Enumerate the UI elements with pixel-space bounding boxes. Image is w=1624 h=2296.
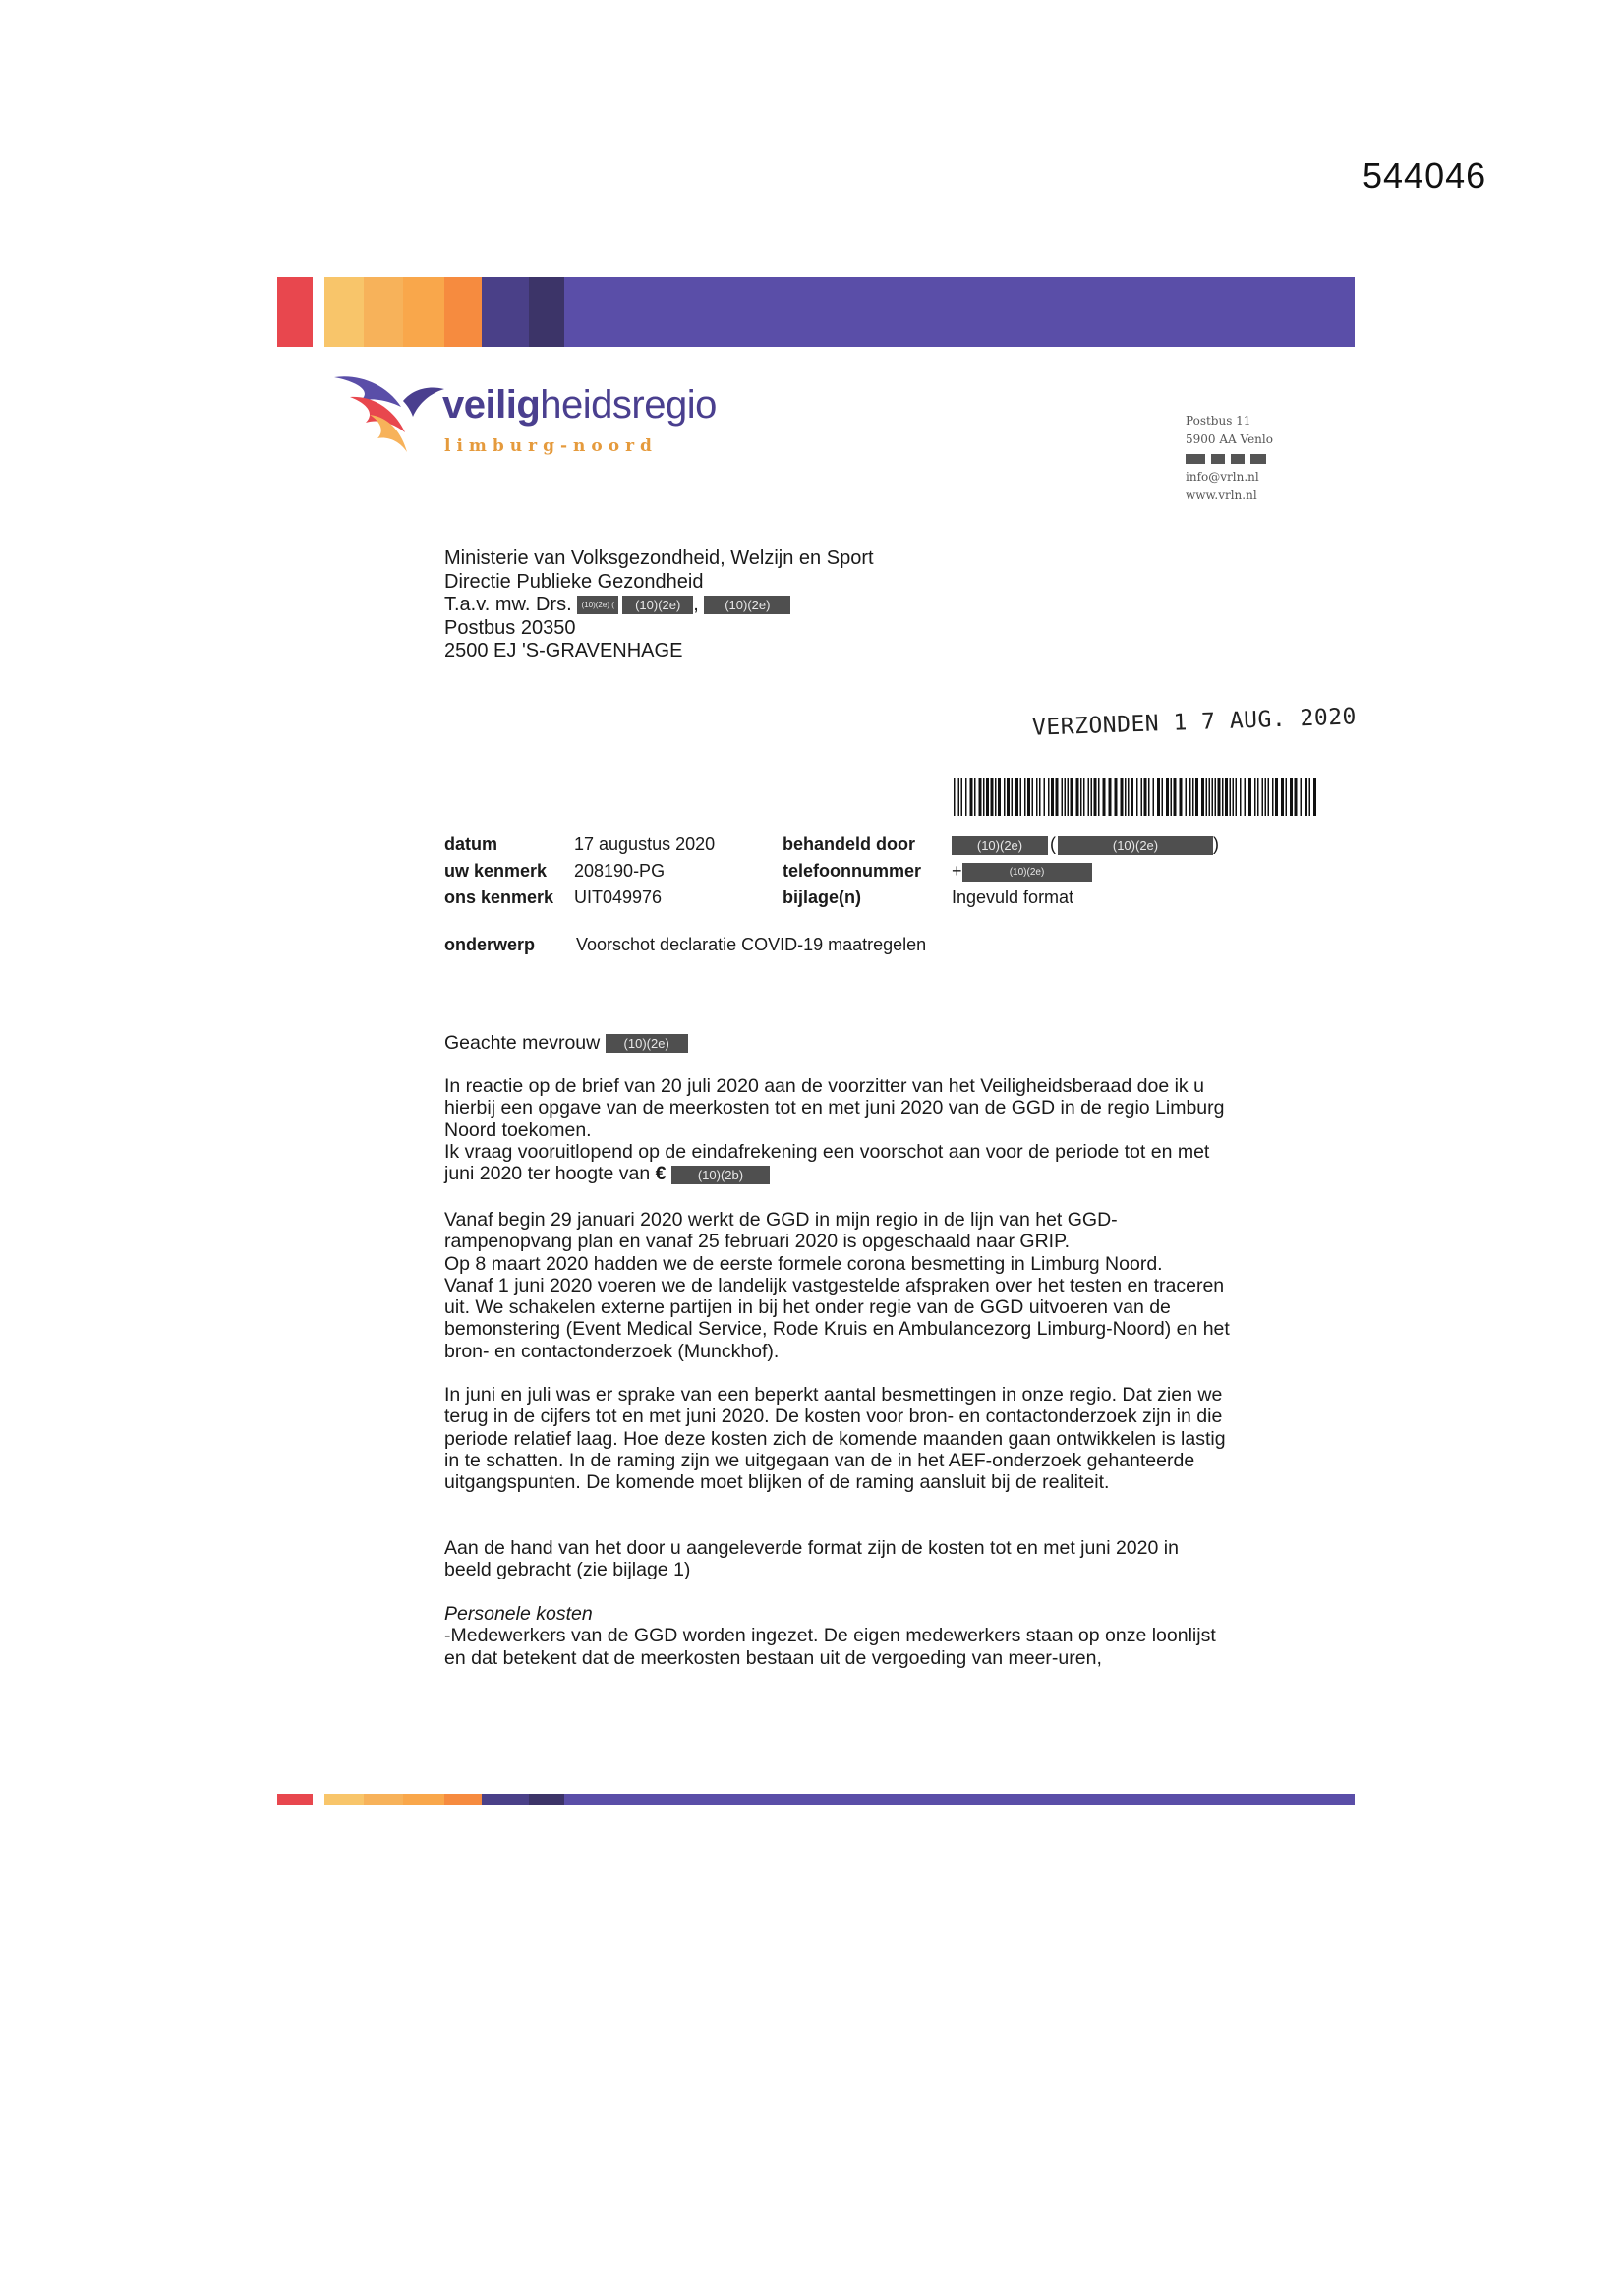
salutation <box>444 1032 1231 1054</box>
redaction-block: (10)(2e) <box>1058 836 1213 855</box>
barcode-bar <box>1012 778 1014 816</box>
barcode-bar <box>1275 778 1278 816</box>
barcode-bar <box>1245 778 1247 816</box>
meta-values-left <box>574 832 715 911</box>
barcode-bar <box>1039 778 1041 816</box>
recipient-line: Ministerie van Volksgezondheid, Welzijn en Sport <box>444 547 874 569</box>
barcode-bar <box>1007 778 1010 816</box>
onderwerp-label-text: onderwerp <box>444 935 536 954</box>
paren-open: ( <box>1050 834 1056 854</box>
barcode-bar <box>1076 778 1079 816</box>
barcode-bar <box>961 778 963 816</box>
logo-wordmark <box>442 383 717 428</box>
barcode-bar <box>1290 778 1293 816</box>
barcode-bar <box>1088 778 1090 816</box>
redaction-block: (10)(2e) <box>704 596 790 614</box>
barcode-bar <box>1281 778 1284 816</box>
behandeld-door-value <box>952 832 1219 858</box>
band-segment <box>444 277 482 347</box>
barcode-bar <box>1215 778 1217 816</box>
barcode-bar <box>1036 778 1038 816</box>
sent-stamp: VERZONDEN 1 7 AUG. 2020 <box>1031 704 1358 741</box>
barcode-bar <box>958 778 960 816</box>
barcode-bar <box>1004 778 1006 816</box>
barcode-bar <box>1065 778 1067 816</box>
logo-subtitle: limburg-noord <box>444 436 658 456</box>
barcode-bar <box>1209 778 1211 816</box>
paragraph-text: Op 8 maart 2020 hadden we de eerste formele corona besmetting in Limburg Noord. <box>444 1252 1163 1275</box>
comma: , <box>693 594 699 615</box>
barcode-bar <box>1180 778 1183 816</box>
barcode-bar <box>974 778 976 816</box>
barcode-bar <box>1186 778 1188 816</box>
onderwerp-value: Voorschot declaratie COVID-19 maatregelen <box>576 935 927 954</box>
onderwerp-label <box>444 932 535 958</box>
paragraph-text: Vanaf 1 juni 2020 voeren we de landelijk vastgestelde afspraken over het testen en traceren uit. We schakelen externe partijen in bij het onder regie van de GGD uitvoeren van de bemonstering (Event Medical Service, Rode Kruis en Ambulancezorg Limburg-Noord) en het bron- en contactonderzoek (Munckhof). <box>444 1274 1230 1362</box>
barcode-bar <box>1309 778 1311 816</box>
barcode-bar <box>1125 778 1127 816</box>
sender-line: Postbus 11 <box>1186 414 1251 428</box>
barcode-bar <box>1313 778 1316 816</box>
recipient-address <box>444 547 897 663</box>
barcode-bar <box>1201 778 1204 816</box>
veiligheidsregio-logo-icon <box>330 372 446 456</box>
datum-value: 17 augustus 2020 <box>574 834 716 854</box>
band-segment <box>482 277 529 347</box>
barcode-bar <box>1020 778 1022 816</box>
barcode-bar <box>1094 778 1097 816</box>
paragraph-text <box>444 1141 1231 1185</box>
telefoonnummer-value <box>952 858 1219 885</box>
barcode-bar <box>1091 778 1093 816</box>
recipient-line: 2500 EJ 'S-GRAVENHAGE <box>444 640 683 661</box>
barcode-bar <box>1148 778 1150 816</box>
band-segment <box>403 1794 444 1805</box>
barcode-icon <box>954 778 1317 816</box>
barcode-bar <box>1305 778 1307 816</box>
barcode-bar <box>1248 778 1251 816</box>
barcode-bar <box>991 778 994 816</box>
redaction-block: (10)(2e) <box>952 836 1048 855</box>
band-segment <box>313 1794 324 1805</box>
barcode-bar <box>1230 778 1232 816</box>
band-segment <box>364 277 403 347</box>
barcode-bar <box>965 778 967 816</box>
barcode-bar <box>1024 778 1026 816</box>
barcode-bar <box>983 778 985 816</box>
redaction-block: (10)(2e) <box>622 596 693 614</box>
sender-address <box>1186 412 1273 505</box>
logo-word-bold: veilig <box>442 383 541 427</box>
barcode-bar <box>1166 778 1169 816</box>
meta-labels-right <box>783 832 921 911</box>
barcode-bar <box>1128 778 1130 816</box>
band-segment <box>364 1794 403 1805</box>
barcode-bar <box>1109 778 1112 816</box>
footer-color-band <box>277 1794 1355 1805</box>
meta-labels-left <box>444 832 553 911</box>
header-color-band <box>277 277 1355 347</box>
barcode-bar <box>1068 778 1070 816</box>
meta-values-right <box>952 832 1219 911</box>
section-heading: Personele kosten <box>444 1603 593 1625</box>
barcode-bar <box>1222 778 1224 816</box>
barcode-bar <box>1286 778 1288 816</box>
sender-website: www.vrln.nl <box>1186 488 1257 502</box>
paragraph-1 <box>444 1075 1231 1184</box>
barcode-bar <box>1212 778 1214 816</box>
band-segment <box>564 277 1355 347</box>
barcode-bar <box>1272 778 1274 816</box>
barcode-bar <box>1048 778 1050 816</box>
barcode-bar <box>1262 778 1264 816</box>
band-segment <box>313 277 324 347</box>
barcode-bar <box>1254 778 1256 816</box>
band-segment <box>529 277 564 347</box>
barcode-bar <box>1174 778 1177 816</box>
barcode-bar <box>1225 778 1228 816</box>
sender-phone-redacted <box>1186 449 1273 468</box>
recipient-line: Postbus 20350 <box>444 616 576 639</box>
sender-line: 5900 AA Venlo <box>1186 432 1273 446</box>
recipient-attention-line <box>444 594 897 617</box>
band-segment <box>482 1794 529 1805</box>
paragraph-2 <box>444 1209 1231 1362</box>
redaction-block <box>1231 454 1245 464</box>
barcode-bar <box>1268 778 1270 816</box>
barcode-bar <box>1032 778 1034 816</box>
band-segment <box>564 1794 1355 1805</box>
barcode-bar <box>1265 778 1267 816</box>
barcode-bar <box>995 778 997 816</box>
personele-kosten-section <box>444 1603 1231 1669</box>
barcode-bar <box>1192 778 1194 816</box>
barcode-bar <box>1144 778 1147 816</box>
paren-close: ) <box>1213 834 1219 854</box>
redaction-block <box>1211 454 1225 464</box>
barcode-bar <box>1189 778 1191 816</box>
redaction-block: (10)(2b) <box>671 1166 770 1184</box>
barcode-bar <box>1027 778 1030 816</box>
barcode-bar <box>1071 778 1073 816</box>
barcode-bar <box>1136 778 1138 816</box>
band-segment <box>277 1794 313 1805</box>
barcode-bar <box>1295 778 1298 816</box>
paragraph-text: Vanaf begin 29 januari 2020 werkt de GGD in mijn regio in de lijn van het GGD-rampenopvang plan en vanaf 25 februari 2020 is opgeschaald naar GRIP. <box>444 1209 1118 1253</box>
attention-prefix: T.a.v. mw. Drs. <box>444 594 572 615</box>
band-segment <box>529 1794 564 1805</box>
uw-kenmerk-label: uw kenmerk <box>444 861 548 881</box>
redaction-block: (10)(2e) <box>606 1034 688 1053</box>
barcode-bar <box>1206 778 1208 816</box>
barcode-bar <box>1236 778 1238 816</box>
document-number: 544046 <box>1363 155 1487 196</box>
barcode-bar <box>1157 778 1160 816</box>
barcode-bar <box>954 778 956 816</box>
barcode-bar <box>1115 778 1118 816</box>
band-segment <box>277 277 313 347</box>
barcode-bar <box>1131 778 1133 816</box>
barcode-bar <box>1051 778 1054 816</box>
ons-kenmerk-value: UIT049976 <box>574 888 663 907</box>
barcode-bar <box>1015 778 1018 816</box>
barcode-bar <box>1062 778 1064 816</box>
barcode-bar <box>1098 778 1100 816</box>
barcode-bar <box>1171 778 1173 816</box>
phone-plus: + <box>952 861 962 881</box>
barcode-bar <box>1083 778 1085 816</box>
redaction-block <box>1250 454 1266 464</box>
barcode-bar <box>1103 778 1106 816</box>
barcode-bar <box>979 778 982 816</box>
uw-kenmerk-value: 208190-PG <box>574 861 666 881</box>
barcode-bar <box>1301 778 1303 816</box>
barcode-bar <box>998 778 1001 816</box>
barcode-bar <box>1233 778 1235 816</box>
bijlage-value: Ingevuld format <box>952 888 1074 907</box>
redaction-block: (10)(2e) ( <box>577 596 618 614</box>
paragraph-3: In juni en juli was er sprake van een beperkt aantal besmettingen in onze regio. Dat zien we terug in de cijfers tot en met juni 2020. De kosten voor bron- en contactonderzoek zijn in die periode relatief laag. Hoe deze kosten zich de komende maanden gaan ontwikkelen is lastig in te schatten. In de raming zijn we uitgegaan van de in het AEF-onderzoek gehanteerde uitgangspunten. De komende moet blijken of de raming aansluit bij de realiteit. <box>444 1384 1226 1494</box>
paragraph-4: Aan de hand van het door u aangeleverde format zijn de kosten tot en met juni 2020 in beeld gebracht (zie bijlage 1) <box>444 1537 1179 1581</box>
barcode-bar <box>1257 778 1259 816</box>
barcode-bar <box>1121 778 1124 816</box>
logo-word-rest: heidsregio <box>540 383 717 427</box>
euro-sign: € <box>655 1163 667 1185</box>
ons-kenmerk-label: ons kenmerk <box>444 888 554 907</box>
band-segment <box>324 1794 364 1805</box>
barcode-bar <box>1240 778 1242 816</box>
behandeld-door-label: behandeld door <box>783 834 915 854</box>
band-segment <box>403 277 444 347</box>
barcode-bar <box>986 778 989 816</box>
paragraph-sentence: Ik vraag vooruitlopend op de eindafrekening een voorschot aan voor de periode tot en met juni 2020 ter hoogte van <box>444 1140 1210 1185</box>
datum-label: datum <box>444 834 497 854</box>
barcode-bar <box>1153 778 1155 816</box>
barcode-bar <box>1218 778 1221 816</box>
barcode-bar <box>1162 778 1164 816</box>
barcode-bar <box>970 778 973 816</box>
recipient-line: Directie Publieke Gezondheid <box>444 570 704 593</box>
redaction-block: (10)(2e) <box>962 863 1092 882</box>
barcode-bar <box>1141 778 1143 816</box>
band-segment <box>324 277 364 347</box>
paragraph-text: -Medewerkers van de GGD worden ingezet. De eigen medewerkers staan op onze loonlijst en dat betekent dat de meerkosten bestaan uit de vergoeding van meer-uren, <box>444 1625 1216 1669</box>
paragraph-text: In reactie op de brief van 20 juli 2020 aan de voorzitter van het Veiligheidsberaad doe ik u hierbij een opgave van de meerkosten tot en met juni 2020 van de GGD in de regio Limburg Noord toekomen. <box>444 1075 1225 1141</box>
barcode-bar <box>1195 778 1198 816</box>
sender-email: info@vrln.nl <box>1186 470 1259 484</box>
salutation-text: Geachte mevrouw <box>444 1032 601 1054</box>
barcode-bar <box>1044 778 1046 816</box>
bijlage-label: bijlage(n) <box>783 888 861 907</box>
band-segment <box>444 1794 482 1805</box>
barcode-bar <box>1080 778 1082 816</box>
telefoonnummer-label: telefoonnummer <box>783 861 922 881</box>
redaction-block <box>1186 454 1205 464</box>
barcode-bar <box>1056 778 1059 816</box>
